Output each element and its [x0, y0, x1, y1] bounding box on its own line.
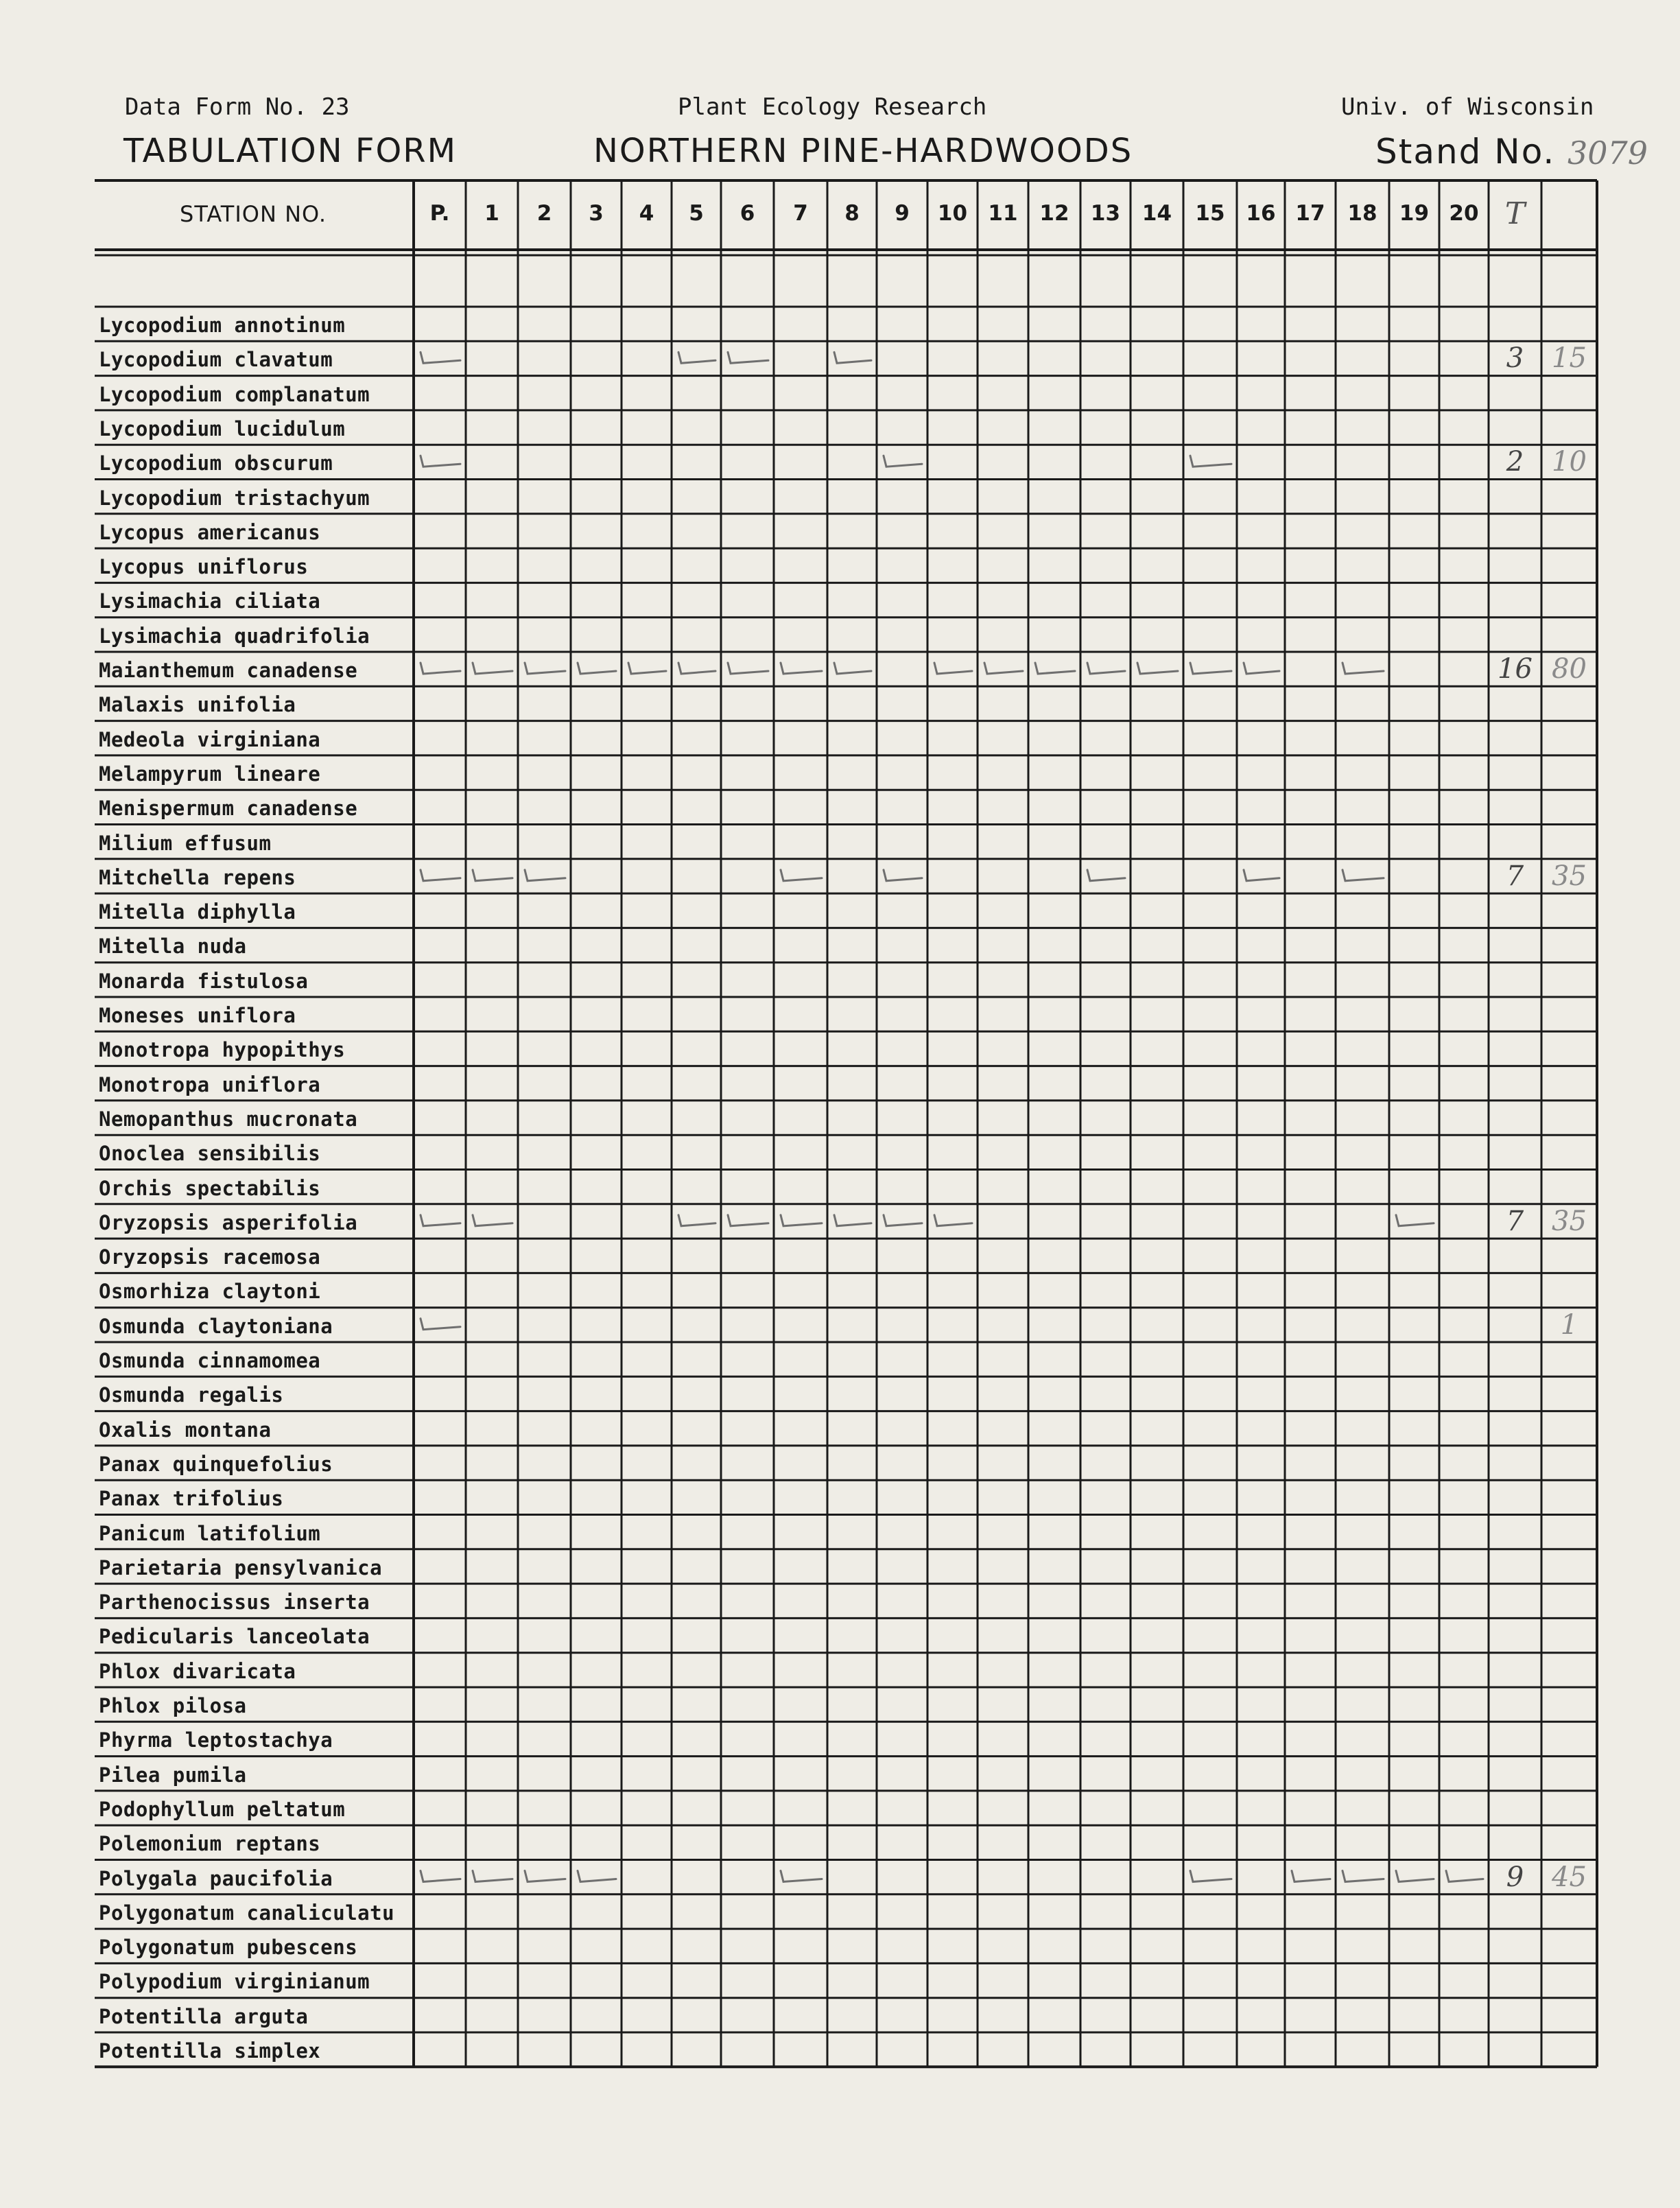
community-title: NORTHERN PINE-HARDWOODS: [593, 132, 1133, 170]
species-name: Lycopus uniflorus: [99, 555, 309, 579]
frequency-percent: 1: [1560, 1308, 1578, 1341]
column-header-20: 20: [1449, 201, 1479, 226]
check-mark: [781, 663, 822, 674]
species-name: Lycopodium tristachyum: [99, 486, 370, 510]
check-mark: [1396, 1215, 1434, 1226]
station-count-total: 3: [1506, 342, 1524, 375]
check-mark: [421, 1871, 460, 1882]
species-name: Pilea pumila: [99, 1763, 247, 1787]
column-header-17: 17: [1295, 201, 1325, 226]
check-mark: [473, 663, 512, 674]
column-header-7: 7: [793, 201, 808, 226]
check-mark: [1342, 663, 1384, 674]
column-header-2: 2: [536, 201, 552, 226]
university: Univ. of Wisconsin: [1341, 93, 1594, 121]
check-mark: [728, 352, 768, 363]
species-name: Panax quinquefolius: [99, 1452, 333, 1476]
column-header-10: 10: [937, 201, 968, 226]
check-mark: [1035, 663, 1075, 674]
organization: Plant Ecology Research: [678, 93, 987, 121]
column-header-T: T: [1504, 196, 1526, 231]
check-mark: [1087, 663, 1125, 674]
frequency-percent: 10: [1552, 446, 1587, 478]
species-name: Osmorhiza claytoni: [99, 1280, 321, 1304]
species-name: Osmunda regalis: [99, 1383, 284, 1407]
check-mark: [578, 663, 616, 674]
species-name: Osmunda cinnamomea: [99, 1349, 321, 1372]
column-header-16: 16: [1246, 201, 1276, 226]
station-count-total: 7: [1506, 860, 1524, 892]
species-name: Polygonatum pubescens: [99, 1936, 358, 1960]
species-name: Mitella diphylla: [99, 900, 296, 924]
column-header-3: 3: [589, 201, 604, 226]
species-name: Lysimachia ciliata: [99, 589, 321, 613]
check-mark: [884, 456, 922, 467]
species-name: Polypodium virginianum: [99, 1970, 370, 1994]
species-name: Lycopodium clavatum: [99, 348, 333, 372]
species-name: Monotropa uniflora: [99, 1072, 321, 1096]
species-name: Potentilla simplex: [99, 2039, 321, 2063]
check-mark: [1244, 870, 1279, 881]
check-mark: [1137, 663, 1178, 674]
check-mark: [1190, 1871, 1231, 1882]
station-count-total: 2: [1506, 446, 1524, 478]
column-header-6: 6: [740, 201, 755, 226]
check-mark: [421, 456, 460, 467]
species-name: Melampyrum lineare: [99, 762, 321, 786]
check-mark: [1292, 1871, 1330, 1882]
species-name: Mitchella repens: [99, 865, 296, 889]
species-name: Moneses uniflora: [99, 1004, 296, 1027]
check-mark: [934, 1215, 972, 1226]
species-name: Pedicularis lanceolata: [99, 1625, 370, 1649]
check-mark: [984, 663, 1023, 674]
check-mark: [1446, 1871, 1483, 1882]
species-name: Nemopanthus mucronata: [99, 1107, 358, 1131]
check-mark: [678, 352, 715, 363]
check-mark: [421, 352, 460, 363]
species-name: Polygonatum canaliculatu: [99, 1901, 395, 1925]
frequency-percent: 45: [1552, 1861, 1587, 1893]
species-name: Polygala paucifolia: [99, 1866, 333, 1890]
column-header-8: 8: [844, 201, 860, 226]
species-name: Phlox divaricata: [99, 1659, 296, 1683]
check-mark: [1244, 663, 1279, 674]
species-name: Lycopodium annotinum: [99, 314, 346, 337]
check-mark: [728, 663, 768, 674]
check-mark: [473, 1215, 512, 1226]
check-mark: [421, 1215, 460, 1226]
species-name: Lycopodium obscurum: [99, 451, 333, 475]
check-mark: [421, 663, 460, 674]
station-count-total: 9: [1506, 1861, 1524, 1893]
species-name: Lycopodium lucidulum: [99, 416, 346, 441]
species-name: Onoclea sensibilis: [99, 1142, 321, 1166]
column-header-11: 11: [988, 201, 1018, 226]
species-name: Potentilla arguta: [99, 2004, 309, 2028]
species-name: Maianthemum canadense: [99, 659, 358, 682]
check-mark: [728, 1215, 768, 1226]
column-header-12: 12: [1039, 201, 1069, 226]
station-count-total: 7: [1506, 1205, 1524, 1237]
species-name: Parietaria pensylvanica: [99, 1555, 383, 1579]
species-name: Milium effusum: [99, 831, 272, 855]
species-name: Phyrma leptostachya: [99, 1728, 333, 1752]
frequency-percent: 35: [1552, 1205, 1587, 1237]
species-name: Mitella nuda: [99, 935, 247, 959]
species-name: Monarda fistulosa: [99, 969, 309, 993]
stand-label: Stand No.: [1375, 132, 1556, 172]
check-mark: [781, 1871, 822, 1882]
species-name: Lycopodium complanatum: [99, 382, 370, 406]
column-header-1: 1: [484, 201, 499, 226]
check-mark: [473, 870, 512, 881]
check-mark: [1396, 1871, 1434, 1882]
check-mark: [884, 1215, 922, 1226]
species-name: Polemonium reptans: [99, 1832, 321, 1856]
column-header-9: 9: [895, 201, 910, 226]
species-name: Orchis spectabilis: [99, 1176, 321, 1200]
species-name: Menispermum canadense: [99, 797, 358, 821]
species-name: Monotropa hypopithys: [99, 1038, 346, 1062]
column-header-18: 18: [1347, 201, 1377, 226]
species-name: Panicum latifolium: [99, 1521, 321, 1545]
check-mark: [781, 1215, 822, 1226]
check-mark: [678, 663, 715, 674]
column-header-13: 13: [1090, 201, 1121, 226]
species-name: Oxalis montana: [99, 1418, 272, 1442]
species-name: Osmunda claytoniana: [99, 1314, 333, 1338]
check-mark: [884, 870, 922, 881]
check-mark: [678, 1215, 715, 1226]
check-mark: [421, 870, 460, 881]
check-mark: [421, 1319, 460, 1330]
column-header-5: 5: [689, 201, 704, 226]
check-mark: [781, 870, 822, 881]
form-title: TABULATION FORM: [123, 132, 458, 170]
frequency-percent: 35: [1552, 860, 1587, 892]
station-count-total: 16: [1498, 653, 1533, 685]
species-name: Podophyllum peltatum: [99, 1797, 346, 1821]
check-mark: [1342, 1871, 1384, 1882]
species-name: Lycopus americanus: [99, 520, 321, 544]
check-mark: [834, 663, 871, 674]
check-mark: [525, 1871, 565, 1882]
check-mark: [525, 663, 565, 674]
form-number: Data Form No. 23: [125, 93, 350, 121]
species-name: Lysimachia quadrifolia: [99, 624, 370, 648]
column-header-14: 14: [1141, 201, 1172, 226]
check-mark: [1342, 870, 1384, 881]
species-name: Malaxis unifolia: [99, 693, 296, 717]
check-mark: [473, 1871, 512, 1882]
column-header-P.: P.: [429, 201, 450, 226]
species-name: Parthenocissus inserta: [99, 1590, 370, 1614]
check-mark: [834, 1215, 871, 1226]
column-header-15: 15: [1195, 201, 1225, 226]
frequency-percent: 80: [1552, 653, 1587, 685]
check-mark: [1190, 663, 1231, 674]
column-header-19: 19: [1399, 201, 1430, 226]
check-mark: [525, 870, 565, 881]
check-mark: [578, 1871, 616, 1882]
check-mark: [934, 663, 972, 674]
stand-number: 3079: [1567, 134, 1648, 172]
species-name: Oryzopsis asperifolia: [99, 1210, 358, 1234]
species-name: Oryzopsis racemosa: [99, 1245, 321, 1269]
column-header-4: 4: [639, 201, 654, 226]
frequency-percent: 15: [1552, 342, 1587, 375]
check-mark: [834, 352, 871, 363]
species-name: Medeola virginiana: [99, 727, 321, 751]
station-number-header: STATION NO.: [180, 201, 327, 227]
check-mark: [628, 663, 666, 674]
species-name: Phlox pilosa: [99, 1694, 247, 1717]
check-mark: [1087, 870, 1125, 881]
check-mark: [1190, 456, 1231, 467]
species-name: Panax trifolius: [99, 1487, 284, 1511]
